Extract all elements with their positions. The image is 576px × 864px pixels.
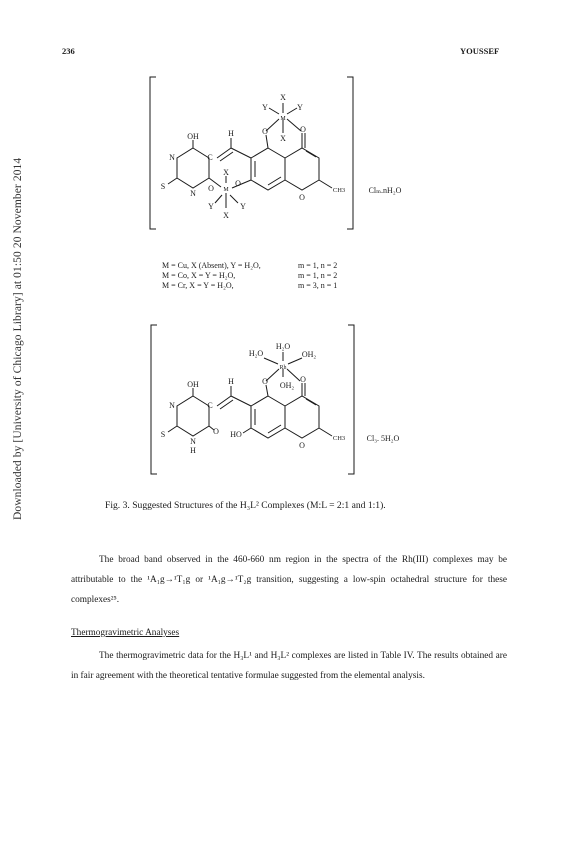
pyrimidine-ring-1 [177, 148, 209, 188]
label-metal: M [280, 116, 286, 122]
label-nitrogen: N [169, 153, 175, 162]
label-oxygen: O [300, 125, 306, 134]
pyrimidine-ring-2 [177, 396, 209, 436]
counter-ion-1: Clₘ.nH₂O [368, 186, 402, 195]
label-sulfur: S [160, 182, 166, 191]
section-heading: Thermogravimetric Analyses [71, 628, 180, 638]
label-water: OH₂ [279, 381, 295, 390]
legend-right: m = 1, n = 2 [298, 271, 338, 280]
label-hydroxyl: OH [187, 380, 199, 389]
watermark-text: Downloaded by [University of Chicago Library] at 01:50 20 November 2014 [12, 157, 24, 520]
label-sulfur: S [160, 430, 166, 439]
running-head: YOUSSEF [460, 46, 500, 56]
left-bracket [150, 77, 156, 229]
label-hydrogen: H [190, 446, 196, 455]
label-x: X [223, 168, 229, 177]
label-methyl: CH3 [332, 187, 346, 194]
label-oxygen: O [299, 441, 305, 450]
label-water: H₂O [275, 342, 291, 351]
right-bracket [347, 77, 353, 229]
label-oxygen: O [262, 377, 268, 386]
label-nitrogen: N [190, 437, 196, 446]
label-carbon: C [207, 153, 213, 162]
label-oxygen: O [213, 427, 219, 436]
structure-1 [150, 77, 353, 229]
benzene-ring-1 [251, 148, 285, 190]
label-nitrogen: N [169, 401, 175, 410]
label-water: H₂O [248, 349, 264, 358]
label-y: Y [297, 103, 303, 112]
label-oxygen: O [300, 375, 306, 384]
label-water: OH₂ [301, 350, 317, 359]
legend-left: M = Cu, X (Absent), Y = H₂O, [162, 261, 261, 270]
label-oxygen: O [299, 193, 305, 202]
label-y: Y [208, 202, 214, 211]
paragraph-rh-spectra: The broad band observed in the 460-660 nm region in the spectra of the Rh(III) complexes may be attributable to the ¹A₁g→¹T₁g or ¹A₁g→¹T₂g transition, suggesting a low-spin octahedral structure for these complexes²⁵. [71, 555, 507, 605]
label-oxygen: O [235, 179, 241, 188]
label-y: Y [262, 103, 268, 112]
figure-caption: Fig. 3. Suggested Structures of the H₃L² Complexes (M:L = 2:1 and 1:1). [105, 500, 386, 511]
label-hydrogen: H [228, 377, 234, 386]
label-y: Y [240, 202, 246, 211]
left-bracket [151, 325, 157, 474]
paragraph-thermogravimetric: The thermogravimetric data for the H₃L¹ and H₃L² complexes are listed in Table IV. The results obtained are in fair agreement with the theoretical tentative formulae suggested from the elemental analysis. [71, 651, 507, 681]
legend-right: m = 3, n = 1 [298, 281, 338, 290]
label-hydroxyl: HO [230, 430, 242, 439]
label-oxygen: O [262, 127, 268, 136]
label-oxygen: O [208, 184, 214, 193]
benzene-ring-2 [251, 396, 285, 438]
legend-left: M = Cr, X = Y = H₂O, [162, 281, 234, 290]
structure-2 [151, 325, 354, 474]
structure-1-labels [161, 93, 402, 220]
label-x: X [280, 93, 286, 102]
right-bracket [348, 325, 354, 474]
page-number: 236 [62, 46, 75, 56]
legend-right: m = 1, n = 2 [298, 261, 338, 270]
metal-legend [162, 261, 337, 290]
label-hydrogen: H [228, 129, 234, 138]
label-metal: M [223, 187, 229, 193]
label-x: X [280, 134, 286, 143]
label-carbon: C [207, 401, 213, 410]
label-rhodium: Rh [279, 365, 287, 371]
label-methyl: CH3 [332, 435, 346, 442]
counter-ion-2: Cl₃. 5H₂O [366, 434, 400, 443]
label-nitrogen: N [190, 189, 196, 198]
label-hydroxyl: OH [187, 132, 199, 141]
legend-left: M = Co, X = Y = H₂O, [162, 271, 236, 280]
label-x: X [223, 211, 229, 220]
